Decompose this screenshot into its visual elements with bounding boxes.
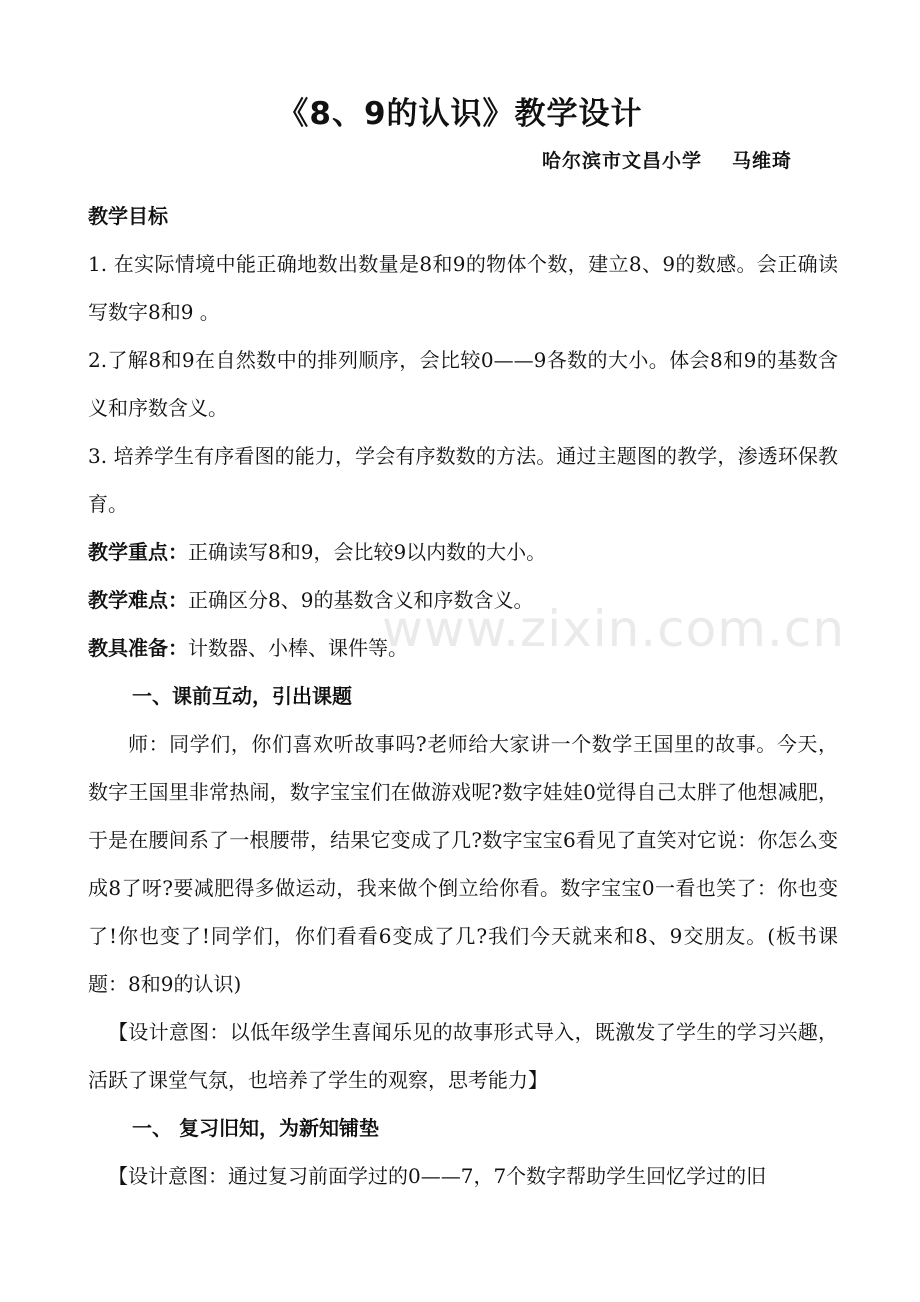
document-body: [88, 192, 838, 1200]
author-line: [542, 146, 792, 173]
objective-2: 2.了解8和9在自然数中的排列顺序，会比较0——9各数的大小。体会8和9的基数含义和序数含义。: [88, 348, 838, 420]
difficulty: [88, 576, 838, 624]
difficulty-label: 教学难点：: [88, 588, 188, 612]
watermark: www.zixin.com.cn: [382, 600, 846, 658]
section-1-paragraph: 师：同学们，你们喜欢听故事吗?老师给大家讲一个数学王国里的故事。今天，数字王国里非常热闹，数字宝宝们在做游戏呢?数字娃娃0觉得自己太胖了他想减肥，于是在腰间系了一根腰带，结果它变成了几?数字宝宝6看见了直笑对它说：你怎么变成8了呀?要减肥得多做运动，我来做个倒立给你看。数字宝宝0一看也笑了：你也变了!你也变了!同学们，你们看看6变成了几?我们今天就来和8、9交朋友。(板书课题：8和9的认识): [88, 732, 838, 996]
materials: [88, 624, 838, 672]
objective-3: 3. 培养学生有序看图的能力，学会有序数数的方法。通过主题图的教学，渗透环保教育。: [88, 444, 838, 516]
section-2-design-intent: 【设计意图：通过复习前面学过的0——7，7个数字帮助学生回忆学过的旧: [108, 1164, 767, 1188]
difficulty-text: 正确区分8、9的基数含义和序数含义。: [188, 588, 534, 612]
author-name: 马维琦: [731, 150, 792, 172]
objectives-heading: 教学目标: [88, 204, 168, 228]
section-2-heading: 一、 复习旧知，为新知铺垫: [132, 1116, 379, 1140]
document-title: 《8、9的认识》教学设计: [277, 96, 643, 132]
section-1-heading: 一、课前互动，引出课题: [132, 684, 352, 708]
materials-text: 计数器、小棒、课件等。: [188, 636, 408, 660]
key-point: [88, 528, 838, 576]
key-point-label: 教学重点：: [88, 540, 188, 564]
section-1-design-intent: 【设计意图：以低年级学生喜闻乐见的故事形式导入，既激发了学生的学习兴趣，活跃了课堂气氛，也培养了学生的观察，思考能力】: [88, 1020, 838, 1092]
key-point-text: 正确读写8和9，会比较9以内数的大小。: [188, 540, 547, 564]
author-school: 哈尔滨市文昌小学: [541, 150, 702, 172]
objective-1: 1. 在实际情境中能正确地数出数量是8和9的物体个数，建立8、9的数感。会正确读写数字8和9 。: [88, 252, 838, 324]
materials-label: 教具准备：: [88, 636, 188, 660]
